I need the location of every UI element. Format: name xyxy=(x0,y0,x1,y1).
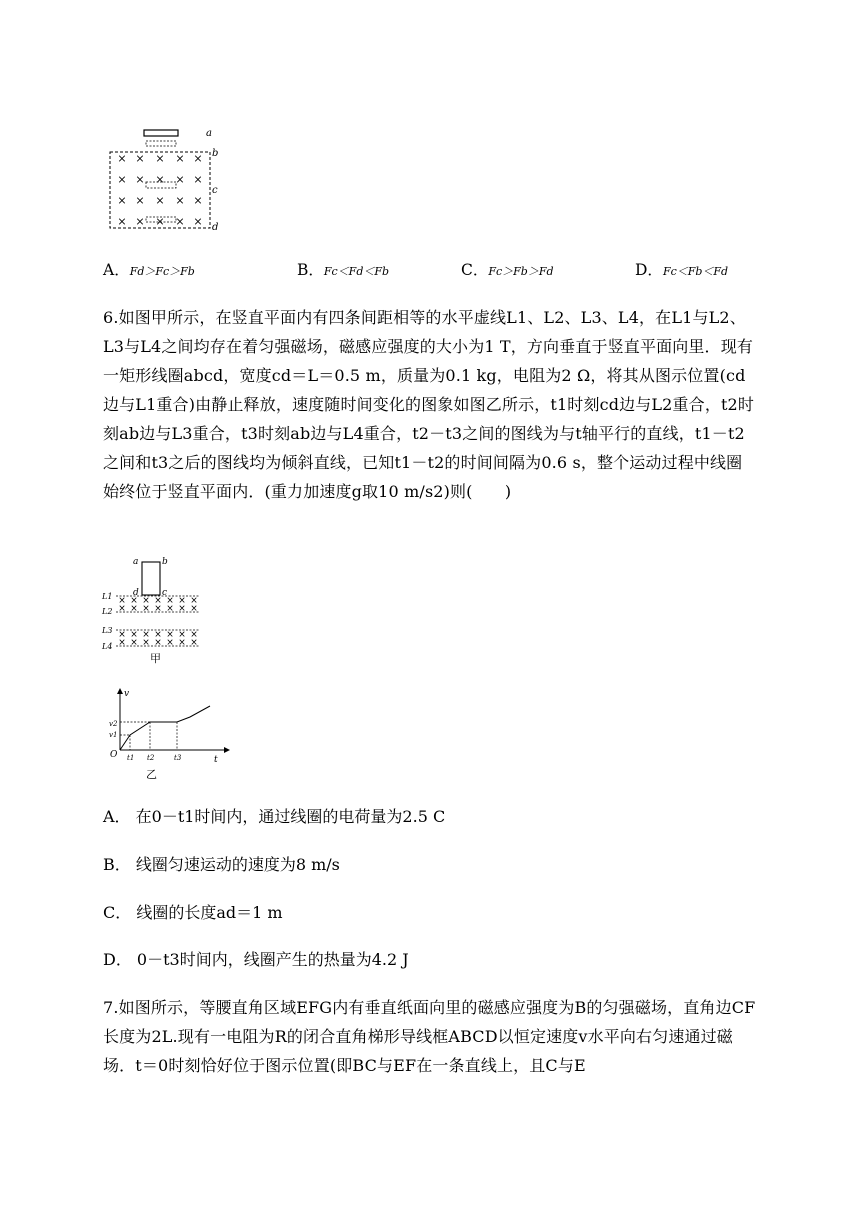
jia-line-l2: L2 xyxy=(102,607,113,616)
figure-jia xyxy=(100,552,210,664)
svg-text:×: × xyxy=(142,596,150,606)
svg-text:×: × xyxy=(190,604,198,614)
svg-text:×: × xyxy=(166,596,174,606)
svg-text:×: × xyxy=(166,638,174,648)
q6-choice-c[interactable]: C． 线圈的长度ad＝1 m xyxy=(103,903,283,922)
svg-text:×: × xyxy=(142,638,150,648)
label-a: a xyxy=(206,128,212,139)
svg-text:×: × xyxy=(190,638,198,648)
q6-choice-d[interactable]: D． 0－t3时间内，线圈产生的热量为4.2 J xyxy=(103,950,409,969)
svg-text:×: × xyxy=(193,173,203,186)
q5-option-a[interactable]: A．Fd＞Fc＞Fb xyxy=(103,261,195,279)
yi-tick-v1: v1 xyxy=(109,731,118,739)
svg-text:×: × xyxy=(154,630,162,640)
q6-choice-a[interactable]: A． 在0－t1时间内，通过线圈的电荷量为2.5 C xyxy=(103,807,446,826)
svg-text:×: × xyxy=(117,152,127,165)
jia-line-l4: L4 xyxy=(102,642,113,651)
question-6-text: 6.如图甲所示，在竖直平面内有四条间距相等的水平虚线L1、L2、L3、L4，在L1与L2、L3与L4之间均存在着匀强磁场，磁感应强度的大小为1 T，方向垂直于竖直平面向里．现有一矩形线圈abcd，宽度cd＝L＝0.5 m，质量为0.1 kg，电阻为2 Ω，将其从图示位置(cd边与L1重合)由静止释放，速度随时间变化的图象如图乙所示，t1时刻cd边与L2重合，t2时刻ab边与L3重合，t3时刻ab边与L4重合，t2－t3之间的图线为与t轴平行的直线，t1－t2之间和t3之后的图线均为倾斜直线，已知t1－t2的时间间隔为0.6 s，整个运动过程中线圈始终位于竖直平面内．(重力加速度g取10 m/s2)则( ) xyxy=(103,308,755,501)
svg-text:×: × xyxy=(130,604,138,614)
svg-text:×: × xyxy=(130,630,138,640)
svg-text:×: × xyxy=(118,596,126,606)
svg-text:×: × xyxy=(166,630,174,640)
figure-yi-velocity-graph xyxy=(106,686,232,780)
svg-text:×: × xyxy=(154,596,162,606)
yi-caption: 乙 xyxy=(146,768,157,780)
jia-line-l3: L3 xyxy=(102,626,113,635)
yi-axis-v: v xyxy=(124,689,130,699)
svg-text:×: × xyxy=(155,173,165,186)
jia-caption: 甲 xyxy=(150,652,161,664)
svg-text:×: × xyxy=(175,194,185,207)
svg-text:×: × xyxy=(135,215,145,228)
svg-text:×: × xyxy=(193,215,203,228)
svg-text:×: × xyxy=(118,638,126,648)
svg-text:×: × xyxy=(135,173,145,186)
jia-line-l1: L1 xyxy=(102,592,113,601)
svg-text:×: × xyxy=(178,596,186,606)
svg-text:×: × xyxy=(178,604,186,614)
jia-label-a: a xyxy=(133,557,139,567)
q5-option-d[interactable]: D．Fc＜Fb＜Fd xyxy=(635,261,729,279)
yi-tick-v2: v2 xyxy=(109,720,118,728)
yi-tick-t2: t2 xyxy=(147,754,155,762)
svg-text:×: × xyxy=(190,596,198,606)
svg-text:×: × xyxy=(154,604,162,614)
svg-text:×: × xyxy=(130,638,138,648)
svg-text:×: × xyxy=(118,604,126,614)
svg-text:×: × xyxy=(178,638,186,648)
svg-text:×: × xyxy=(135,152,145,165)
jia-label-c: c xyxy=(162,588,168,598)
figure-magnetic-field-diagram xyxy=(108,122,228,234)
yi-tick-t3: t3 xyxy=(174,754,182,762)
q5-option-c[interactable]: C．Fc＞Fb＞Fd xyxy=(461,261,554,279)
svg-text:×: × xyxy=(155,215,165,228)
question-7-text: 7.如图所示，等腰直角区域EFG内有垂直纸面向里的磁感应强度为B的匀强磁场，直角边CF长度为2L.现有一电阻为R的闭合直角梯形导线框ABCD以恒定速度v水平向右匀速通过磁场．t＝0时刻恰好位于图示位置(即BC与EF在一条直线上，且C与E xyxy=(103,998,756,1075)
jia-label-b: b xyxy=(162,557,168,567)
yi-tick-t1: t1 xyxy=(127,754,135,762)
label-b: b xyxy=(212,148,219,159)
yi-axis-t: t xyxy=(214,755,218,765)
label-d: d xyxy=(212,222,219,233)
svg-text:×: × xyxy=(166,604,174,614)
yi-origin: O xyxy=(110,750,118,760)
q6-choice-b[interactable]: B． 线圈匀速运动的速度为8 m/s xyxy=(103,855,340,874)
svg-text:×: × xyxy=(193,194,203,207)
svg-text:×: × xyxy=(154,638,162,648)
svg-text:×: × xyxy=(178,630,186,640)
jia-label-d: d xyxy=(133,588,139,598)
svg-text:×: × xyxy=(142,604,150,614)
label-c: c xyxy=(212,185,218,196)
svg-text:×: × xyxy=(193,152,203,165)
svg-text:×: × xyxy=(155,152,165,165)
svg-text:×: × xyxy=(117,173,127,186)
svg-text:×: × xyxy=(135,194,145,207)
svg-text:×: × xyxy=(155,194,165,207)
svg-text:×: × xyxy=(142,630,150,640)
svg-text:×: × xyxy=(190,630,198,640)
svg-text:×: × xyxy=(175,173,185,186)
svg-text:×: × xyxy=(118,630,126,640)
q5-option-b[interactable]: B．Fc＜Fd＜Fb xyxy=(297,261,390,279)
svg-text:×: × xyxy=(117,194,127,207)
svg-text:×: × xyxy=(130,596,138,606)
svg-text:×: × xyxy=(175,152,185,165)
svg-text:×: × xyxy=(175,215,185,228)
svg-text:×: × xyxy=(117,215,127,228)
